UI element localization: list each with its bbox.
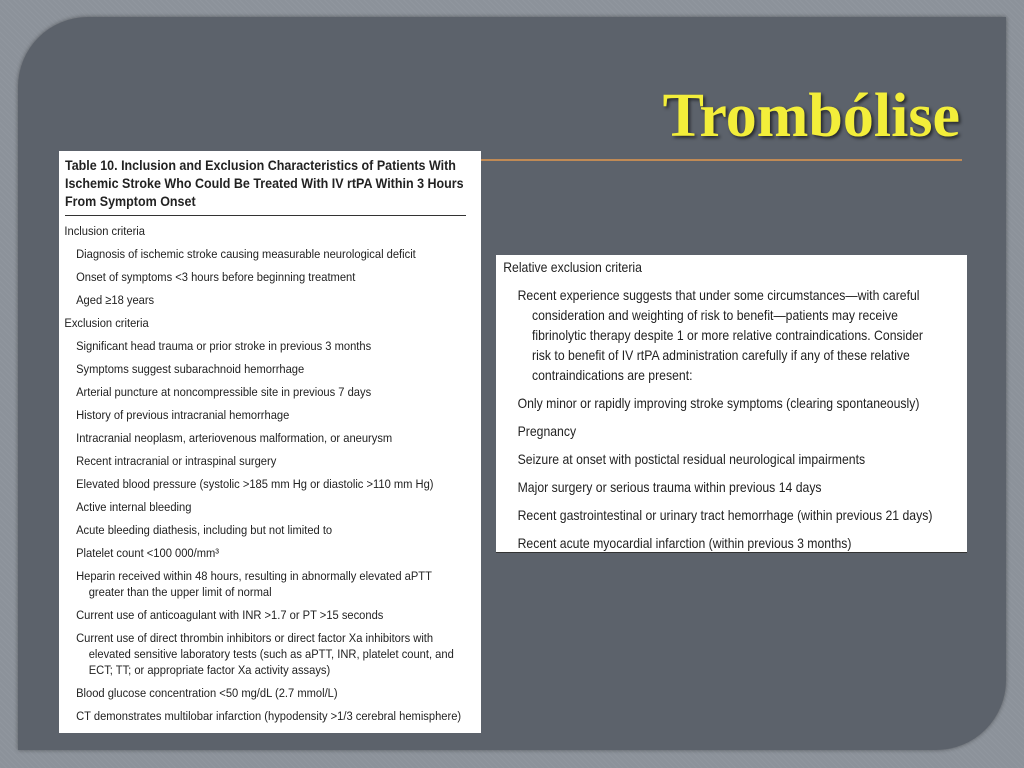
inclusion-heading: Inclusion criteria	[64, 224, 145, 238]
exclusion-item-continuation: greater than the upper limit of normal	[88, 585, 272, 599]
exclusion-item: Acute bleeding diathesis, including but not limited to	[76, 523, 333, 537]
intro-line: risk to benefit of IV rtPA administration carefully if any of these relative	[532, 348, 910, 363]
relative-exclusion-item: Pregnancy	[517, 424, 577, 439]
inclusion-list	[59, 246, 481, 308]
exclusion-item: Significant head trauma or prior stroke in previous 3 months	[76, 339, 372, 353]
exclusion-list-continued	[59, 568, 481, 724]
table-header-rule	[65, 215, 466, 216]
exclusion-item-continuation: elevated sensitive laboratory tests (such as aPTT, INR, platelet count, and	[88, 647, 454, 661]
exclusion-item-line: Blood glucose concentration <50 mg/dL (2.7 mmol/L)	[76, 686, 338, 700]
intro-line: consideration and weighting of risk to benefit—patients may receive	[532, 308, 898, 323]
relative-exclusion-intro	[496, 286, 960, 386]
exclusion-item	[59, 568, 464, 600]
exclusion-heading: Exclusion criteria	[64, 316, 149, 330]
exclusion-item-line: Heparin received within 48 hours, resulting in abnormally elevated aPTT	[76, 569, 432, 583]
exclusion-item	[59, 708, 464, 724]
intro-line: Recent experience suggests that under some circumstances—with careful	[517, 288, 920, 303]
exclusion-item: Recent intracranial or intraspinal surgery	[76, 454, 277, 468]
relative-exclusion-item: Major surgery or serious trauma within previous 14 days	[517, 480, 822, 495]
intro-line: fibrinolytic therapy despite 1 or more relative contraindications. Consider	[532, 328, 924, 343]
exclusion-item-line: Current use of anticoagulant with INR >1.7 or PT >15 seconds	[76, 608, 384, 622]
relative-exclusion-heading: Relative exclusion criteria	[503, 260, 642, 275]
inclusion-item: Onset of symptoms <3 hours before beginning treatment	[76, 270, 356, 284]
exclusion-item	[59, 630, 464, 678]
exclusion-item: Arterial puncture at noncompressible site in previous 7 days	[76, 385, 372, 399]
exclusion-item: Active internal bleeding	[76, 500, 192, 514]
exclusion-item: History of previous intracranial hemorrhage	[76, 408, 290, 422]
relative-exclusion-item: Recent acute myocardial infarction (within previous 3 months)	[517, 536, 852, 551]
relative-exclusion-item: Recent gastrointestinal or urinary tract hemorrhage (within previous 21 days)	[517, 508, 933, 523]
exclusion-item: Symptoms suggest subarachnoid hemorrhage	[76, 362, 305, 376]
intro-continuation	[496, 306, 960, 386]
relative-exclusion-list	[496, 394, 967, 553]
slide-title: Trombólise	[662, 82, 960, 150]
inclusion-item: Diagnosis of ischemic stroke causing measurable neurological deficit	[76, 247, 416, 261]
exclusion-item	[59, 685, 464, 701]
relative-exclusion-item: Seizure at onset with postictal residual neurological impairments	[517, 452, 866, 467]
exclusion-list	[59, 338, 481, 561]
relative-exclusion-item: Only minor or rapidly improving stroke symptoms (clearing spontaneously)	[517, 396, 920, 411]
intro-line: contraindications are present:	[532, 368, 693, 383]
exclusion-item-continuation: ECT; TT; or appropriate factor Xa activity assays)	[88, 663, 331, 677]
exclusion-item: Elevated blood pressure (systolic >185 mm Hg or diastolic >110 mm Hg)	[76, 477, 434, 491]
exclusion-item: Intracranial neoplasm, arteriovenous malformation, or aneurysm	[76, 431, 393, 445]
inclusion-item: Aged ≥18 years	[76, 293, 155, 307]
table-bottom-rule	[496, 552, 967, 553]
exclusion-item	[59, 607, 464, 623]
inclusion-exclusion-table	[59, 151, 481, 733]
relative-exclusion-table	[496, 255, 967, 553]
exclusion-item-line: CT demonstrates multilobar infarction (hypodensity >1/3 cerebral hemisphere)	[76, 709, 462, 723]
exclusion-item-line: Current use of direct thrombin inhibitors or direct factor Xa inhibitors with	[76, 631, 434, 645]
table-caption: Table 10. Inclusion and Exclusion Characteristics of Patients With Ischemic Stroke Who Could Be Treated With IV rtPA Within 3 Hours From Symptom Onset	[65, 158, 464, 209]
exclusion-item: Platelet count <100 000/mm³	[76, 546, 219, 560]
